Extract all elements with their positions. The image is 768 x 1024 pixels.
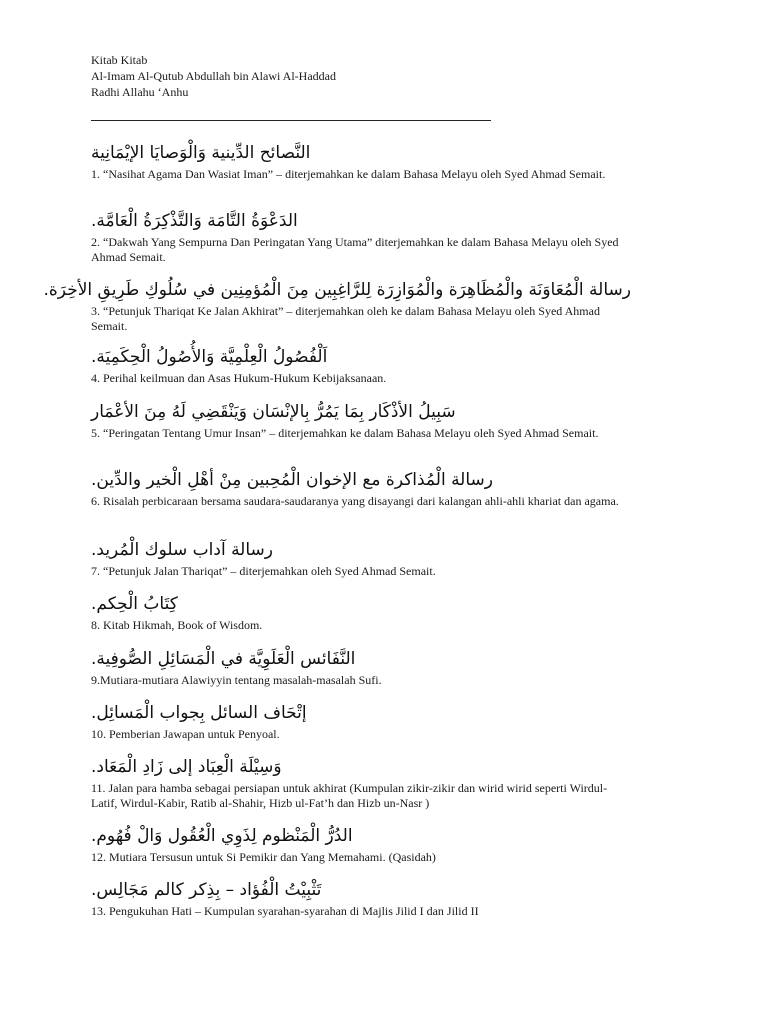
- entry-description: 11. Jalan para hamba sebagai persiapan untuk akhirat (Kumpulan zikir-zikir dan wirid wirid seperti Wirdul-Latif, Wirdul-Kabir, Ratib al-Shahir, Hizb ul-Fat’h dan Hizb un-Nasr ): [91, 781, 608, 810]
- book-entry-3: [43, 276, 631, 334]
- arabic-title: رسالة الْمُعَاوَنَة والْمُظَاهِرَة والْمُوَازِرَة لِلرَّاغِبِين مِنَ الْمُؤمِنِين في سُلُوكِ طَرِيقِ الأخِرَة.: [43, 280, 631, 300]
- entry-description: 3. “Petunjuk Thariqat Ke Jalan Akhirat” – diterjemahkan oleh ke dalam Bahasa Melayu oleh Syed Ahmad Semait.: [91, 304, 600, 333]
- book-entry-10: [91, 699, 631, 742]
- arabic-title: اَلْفُصُولُ الْعِلْمِيَّة وَالأُصُولُ الْحِكَمِيَة.: [91, 347, 328, 367]
- entry-description: 2. “Dakwah Yang Sempurna Dan Peringatan Yang Utama” diterjemahkan ke dalam Bahasa Melayu oleh Syed Ahmad Semait.: [91, 235, 619, 264]
- book-entry-7: [91, 536, 631, 579]
- arabic-title: النَّفَائس الْعَلَوِيَّة في الْمَسَائِلِ الصُّوفِية.: [91, 649, 356, 669]
- book-entry-5: [91, 398, 631, 441]
- book-entry-11: [91, 753, 631, 811]
- entry-description: 9.Mutiara-mutiara Alawiyyin tentang masalah-masalah Sufi.: [91, 673, 382, 687]
- header-title: Kitab Kitab: [91, 53, 148, 67]
- book-entry-4: [91, 343, 631, 386]
- book-entry-2: [91, 207, 631, 265]
- book-entry-8: [91, 590, 631, 633]
- arabic-title: النَّصائح الدِّينية وَالْوَصايَا الإيْمَانِية: [91, 143, 311, 163]
- book-entry-6: [91, 466, 631, 509]
- arabic-title: وَسِيْلَة الْعِبَاد إلى زَادِ الْمَعَاد.: [91, 757, 282, 777]
- book-entry-12: [91, 822, 631, 865]
- header-honorific: Radhi Allahu ‘Anhu: [91, 85, 189, 99]
- header-divider: [91, 120, 491, 121]
- document-header: [91, 52, 336, 100]
- entry-description: 4. Perihal keilmuan dan Asas Hukum-Hukum Kebijaksanaan.: [91, 371, 387, 385]
- arabic-title: سَبِيلُ الأذْكَار بِمَا يَمُرُّ بِالإنْسَان وَيَنْقَضِي لَهُ مِنَ الأعْمَار: [91, 402, 456, 422]
- entry-description: 8. Kitab Hikmah, Book of Wisdom.: [91, 618, 263, 632]
- arabic-title: الدَعْوَةُ التَّامَة وَالتَّذْكِرَةُ الْعَامَّة.: [91, 211, 298, 231]
- entry-description: 5. “Peringatan Tentang Umur Insan” – diterjemahkan ke dalam Bahasa Melayu oleh Syed Ahmad Semait.: [91, 426, 599, 440]
- arabic-title: رسالة آداب سلوك الْمُريد.: [91, 540, 273, 560]
- entry-description: 1. “Nasihat Agama Dan Wasiat Iman” – diterjemahkan ke dalam Bahasa Melayu oleh Syed Ahmad Semait.: [91, 167, 606, 181]
- entry-description: 10. Pemberian Jawapan untuk Penyoal.: [91, 727, 280, 741]
- arabic-title: رسالة الْمُذاكرة مع الإخوان الْمُحِبين مِنْ أهْلِ الْخير والدِّين.: [91, 470, 493, 490]
- book-entry-13: [91, 876, 631, 919]
- entry-description: 12. Mutiara Tersusun untuk Si Pemikir dan Yang Memahami. (Qasidah): [91, 850, 436, 864]
- arabic-title: كِتَابُ الْحِكم.: [91, 594, 178, 614]
- entry-description: 7. “Petunjuk Jalan Thariqat” – diterjemahkan oleh Syed Ahmad Semait.: [91, 564, 436, 578]
- header-author: Al-Imam Al-Qutub Abdullah bin Alawi Al-Haddad: [91, 69, 336, 83]
- book-entry-9: [91, 645, 631, 688]
- arabic-title: الدُرُّ الْمَنْظوم لِذَوِي الْعُقُول وَالْ فُهُوم.: [91, 826, 353, 846]
- arabic-title: تَثْبِيْتُ الْفُؤاد – بِذِكر كالم مَجَالِس.: [91, 880, 322, 900]
- entry-description: 13. Pengukuhan Hati – Kumpulan syarahan-syarahan di Majlis Jilid I dan Jilid II: [91, 904, 479, 918]
- entry-description: 6. Risalah perbicaraan bersama saudara-saudaranya yang disayangi dari kalangan ahli-ahli khariat dan agama.: [91, 494, 619, 508]
- arabic-title: إتْحَاف السائل بِجواب الْمَسائِل.: [91, 703, 307, 723]
- book-entry-1: [91, 139, 631, 182]
